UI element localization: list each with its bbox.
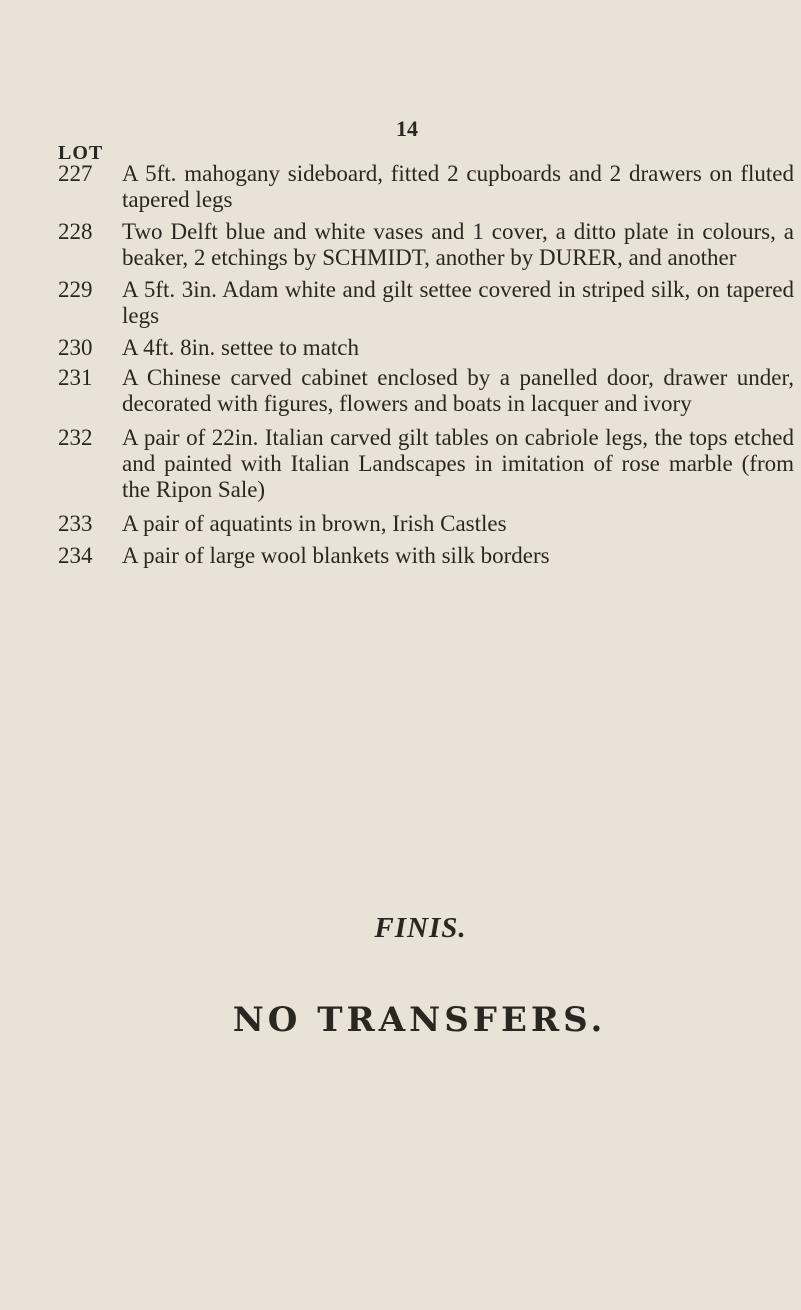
lot-entry-234: [58, 543, 798, 569]
lot-description: A pair of 22in. Italian carved gilt tables on cabriole legs, the tops etched and painted with Italian Landscapes in imitation of rose marble (from the Ripon Sale): [122, 425, 794, 502]
lot-number: 234: [58, 543, 93, 568]
lot-description: A 4ft. 8in. settee to match: [122, 335, 359, 360]
lot-description: A pair of large wool blankets with silk borders: [122, 543, 550, 568]
lot-number: 229: [58, 277, 93, 302]
lot-number: 228: [58, 219, 93, 244]
lot-number: 227: [58, 161, 93, 186]
lot-entry-228: [58, 219, 798, 271]
lot-entry-232: [58, 425, 798, 503]
lot-column-header: LOT: [58, 142, 104, 164]
lot-description: A 5ft. mahogany sideboard, fitted 2 cupboards and 2 drawers on fluted tapered legs: [122, 161, 794, 212]
lot-number: 233: [58, 511, 93, 536]
lot-number: 231: [58, 365, 93, 390]
lot-list: [58, 161, 798, 569]
finis-mark: FINIS.: [374, 912, 467, 944]
no-transfers-notice: NO TRANSFERS.: [232, 1000, 607, 1040]
lot-number: 232: [58, 425, 93, 450]
lot-entry-233: [58, 511, 798, 537]
lot-entry-229: [58, 277, 798, 329]
lot-entry-227: [58, 161, 798, 213]
lot-description: A Chinese carved cabinet enclosed by a panelled door, drawer under, decorated with figures, flowers and boats in lacquer and ivory: [122, 365, 794, 416]
lot-description: A pair of aquatints in brown, Irish Castles: [122, 511, 507, 536]
page-number: 14: [396, 116, 418, 141]
lot-entry-230: [58, 335, 798, 361]
lot-description: A 5ft. 3in. Adam white and gilt settee covered in striped silk, on tapered legs: [122, 277, 794, 328]
lot-entry-231: [58, 365, 798, 417]
lot-description: Two Delft blue and white vases and 1 cover, a ditto plate in colours, a beaker, 2 etchings by SCHMIDT, another by DURER, and another: [122, 219, 794, 270]
lot-number: 230: [58, 335, 93, 360]
